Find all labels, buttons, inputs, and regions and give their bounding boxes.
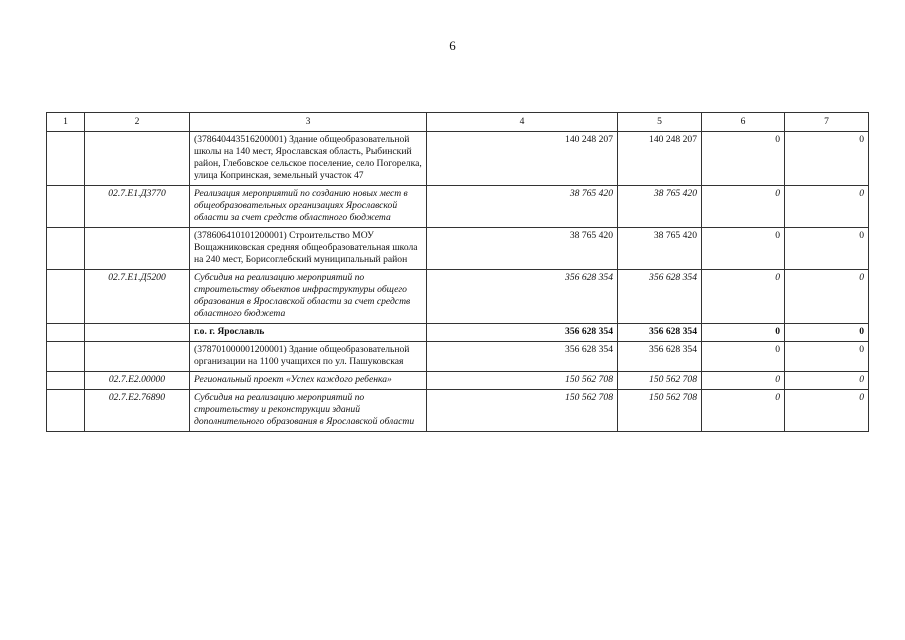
table-row	[47, 324, 869, 342]
header-cell: 1	[47, 113, 85, 132]
row-index-cell	[47, 228, 85, 270]
item-name-cell: г.о. г. Ярославль	[190, 324, 427, 342]
budget-code-cell	[85, 342, 190, 372]
value-col7-cell: 0	[785, 228, 869, 270]
value-col6-cell: 0	[702, 132, 785, 186]
value-col6-cell: 0	[702, 186, 785, 228]
item-name-cell: (378701000001200001) Здание общеобразовательной организации на 1100 учащихся по ул. Пашуковская	[190, 342, 427, 372]
value-col7-cell: 0	[785, 132, 869, 186]
item-name-cell: Региональный проект «Успех каждого ребенка»	[190, 372, 427, 390]
value-col4-cell: 356 628 354	[427, 324, 618, 342]
value-col7-cell: 0	[785, 372, 869, 390]
value-col6-cell: 0	[702, 390, 785, 432]
table-row	[47, 132, 869, 186]
row-index-cell	[47, 270, 85, 324]
budget-code-cell	[85, 228, 190, 270]
row-index-cell	[47, 342, 85, 372]
value-col4-cell: 356 628 354	[427, 342, 618, 372]
item-name-cell: Реализация мероприятий по созданию новых мест в общеобразовательных организациях Ярославской области за счет средств областного бюджета	[190, 186, 427, 228]
value-col6-cell: 0	[702, 324, 785, 342]
item-name-cell: Субсидия на реализацию мероприятий по строительству и реконструкции зданий дополнительного образования в Ярославской области	[190, 390, 427, 432]
item-name-cell: Субсидия на реализацию мероприятий по строительству объектов инфраструктуры общего образования в Ярославской области за счет средств областного бюджета	[190, 270, 427, 324]
table-row	[47, 270, 869, 324]
item-name-cell: (378606410101200001) Строительство МОУ Вощажниковская средняя общеобразовательная школа на 240 мест, Борисоглебский муниципальный район	[190, 228, 427, 270]
value-col5-cell: 38 765 420	[618, 228, 702, 270]
value-col4-cell: 38 765 420	[427, 228, 618, 270]
value-col7-cell: 0	[785, 186, 869, 228]
value-col6-cell: 0	[702, 270, 785, 324]
item-name-cell: (378640443516200001) Здание общеобразовательной школы на 140 мест, Ярославская область, Рыбинский район, Глебовское сельское поселение, село Погорелка, улица Копринская, земельный участок 47	[190, 132, 427, 186]
budget-code-cell	[85, 132, 190, 186]
value-col4-cell: 38 765 420	[427, 186, 618, 228]
table-row	[47, 228, 869, 270]
row-index-cell	[47, 186, 85, 228]
value-col5-cell: 150 562 708	[618, 372, 702, 390]
header-cell: 7	[785, 113, 869, 132]
budget-code-cell: 02.7.E1.Д3770	[85, 186, 190, 228]
value-col6-cell: 0	[702, 228, 785, 270]
value-col7-cell: 0	[785, 324, 869, 342]
page-number: 6	[449, 38, 456, 53]
value-col5-cell: 356 628 354	[618, 342, 702, 372]
row-index-cell	[47, 390, 85, 432]
value-col5-cell: 38 765 420	[618, 186, 702, 228]
value-col4-cell: 150 562 708	[427, 390, 618, 432]
header-cell: 5	[618, 113, 702, 132]
budget-code-cell: 02.7.E2.00000	[85, 372, 190, 390]
budget-code-cell: 02.7.E2.76890	[85, 390, 190, 432]
value-col5-cell: 150 562 708	[618, 390, 702, 432]
value-col4-cell: 356 628 354	[427, 270, 618, 324]
row-index-cell	[47, 324, 85, 342]
header-cell: 6	[702, 113, 785, 132]
value-col6-cell: 0	[702, 372, 785, 390]
value-col6-cell: 0	[702, 342, 785, 372]
header-row	[47, 113, 869, 132]
row-index-cell	[47, 132, 85, 186]
table-row	[47, 186, 869, 228]
value-col7-cell: 0	[785, 342, 869, 372]
budget-code-cell: 02.7.E1.Д5200	[85, 270, 190, 324]
value-col4-cell: 150 562 708	[427, 372, 618, 390]
value-col4-cell: 140 248 207	[427, 132, 618, 186]
budget-code-cell	[85, 324, 190, 342]
budget-table	[46, 112, 869, 432]
value-col5-cell: 140 248 207	[618, 132, 702, 186]
header-cell: 4	[427, 113, 618, 132]
table-row	[47, 390, 869, 432]
header-cell: 2	[85, 113, 190, 132]
value-col7-cell: 0	[785, 390, 869, 432]
value-col7-cell: 0	[785, 270, 869, 324]
header-cell: 3	[190, 113, 427, 132]
table-row	[47, 342, 869, 372]
table-row	[47, 372, 869, 390]
value-col5-cell: 356 628 354	[618, 270, 702, 324]
row-index-cell	[47, 372, 85, 390]
value-col5-cell: 356 628 354	[618, 324, 702, 342]
